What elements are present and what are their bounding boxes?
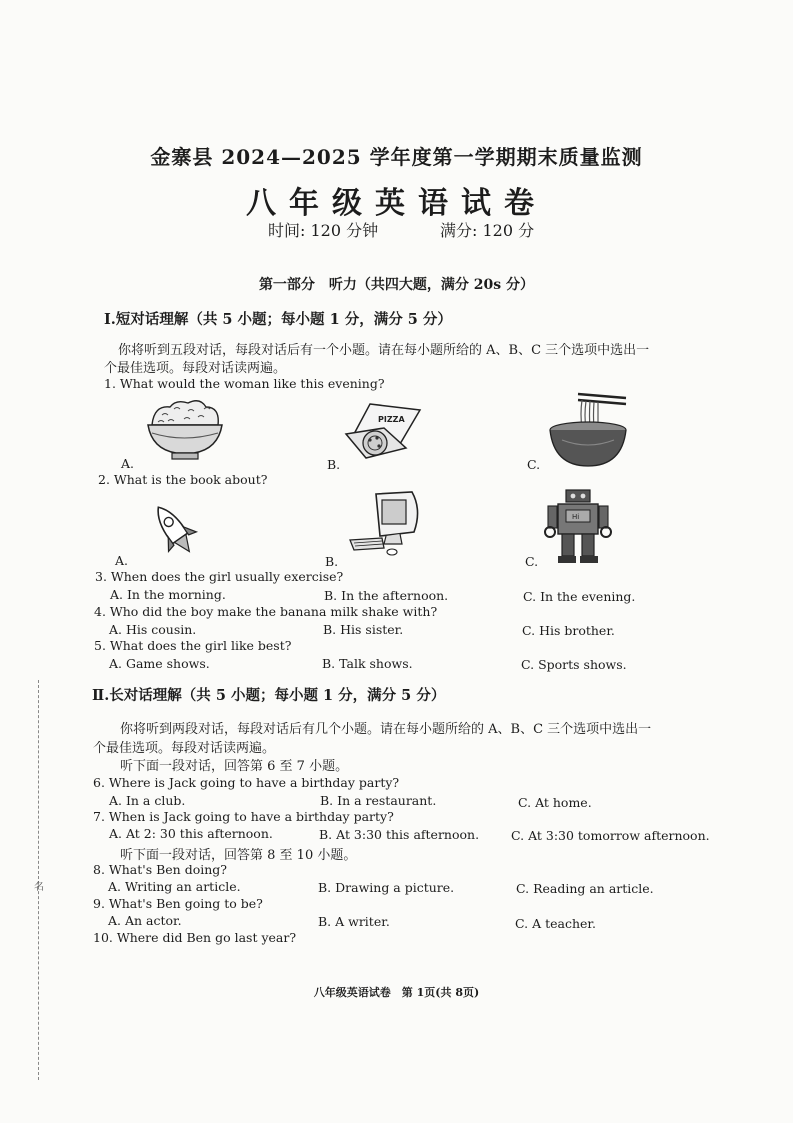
noodles-bowl-picture [548,392,630,468]
section1-instruction-line1: 你将听到五段对话，每段对话后有一个小题。请在每小题所给的 A、B、C 三个选项中选出一 [118,343,650,358]
q1-option-a: A. [121,456,135,471]
question-3: 3. When does the girl usually exercise? [95,569,344,584]
listen-instruction-6-7: 听下面一段对话，回答第 6 至 7 小题。 [120,759,349,774]
q2-option-c: C. [525,554,539,569]
question-2: 2. What is the book about? [98,472,268,487]
exam-title: 金寨县 2024—2025 学年度第一学期期末质量监测 [150,145,643,169]
q6-option-c: C. At home. [518,795,592,810]
exam-subtitle: 八年级英语试卷 [246,186,547,221]
section1-instruction-line2: 个最佳选项。每段对话读两遍。 [104,361,287,376]
q6-option-a: A. In a club. [109,793,186,808]
q5-option-a: A. Game shows. [109,656,210,671]
section2-instruction-line1: 你将听到两段对话，每段对话后有几个小题。请在每小题所给的 A、B、C 三个选项中选出一 [120,722,652,737]
question-5: 5. What does the girl like best? [94,638,292,653]
listen-instruction-8-10: 听下面一段对话，回答第 8 至 10 小题。 [120,848,357,863]
question-1: 1. What would the woman like this evening? [104,376,385,391]
q9-option-a: A. An actor. [108,913,182,928]
q9-option-b: B. A writer. [318,914,390,929]
margin-mark: 名 [34,882,44,893]
computer-picture [346,490,426,558]
robot-picture [540,488,616,566]
q7-option-c: C. At 3:30 tomorrow afternoon. [511,828,710,843]
pizza-box-picture [340,398,424,462]
question-4: 4. Who did the boy make the banana milk shake with? [94,604,438,619]
q1-option-c: C. [527,457,541,472]
q2-option-b: B. [325,554,339,569]
section1-title: Ⅰ.短对话理解（共 5 小题；每小题 1 分，满分 5 分） [104,311,452,328]
q2-option-a: A. [115,553,129,568]
q7-option-b: B. At 3:30 this afternoon. [319,827,480,842]
question-8: 8. What's Ben doing? [93,862,227,877]
q7-option-a: A. At 2: 30 this afternoon. [109,826,273,841]
q3-option-c: C. In the evening. [523,589,636,604]
question-10: 10. Where did Ben go last year? [93,930,297,945]
page-footer: 八年级英语试卷 第 1页(共 8页) [313,986,480,999]
rocket-picture [146,498,204,564]
part1-title: 第一部分 听力（共四大题，满分 20s 分） [258,277,535,293]
question-7: 7. When is Jack going to have a birthday party? [93,809,394,824]
pizza-label: PIZZA [378,415,405,424]
q9-option-c: C. A teacher. [515,916,596,931]
q5-option-b: B. Talk shows. [322,656,413,671]
exam-score: 满分: 120 分 [440,221,535,240]
section2-instruction-line2: 个最佳选项。每段对话读两遍。 [93,741,276,756]
question-9: 9. What's Ben going to be? [93,896,263,911]
q4-option-c: C. His brother. [522,623,615,638]
q6-option-b: B. In a restaurant. [320,793,437,808]
q3-option-a: A. In the morning. [110,587,226,602]
q4-option-b: B. His sister. [323,622,404,637]
q8-option-a: A. Writing an article. [108,879,241,894]
q3-option-b: B. In the afternoon. [324,588,449,603]
q8-option-c: C. Reading an article. [516,881,654,896]
robot-label: Hi [572,513,580,521]
q4-option-a: A. His cousin. [109,622,197,637]
q8-option-b: B. Drawing a picture. [318,880,455,895]
exam-time: 时间: 120 分钟 [268,221,379,240]
q1-option-b: B. [327,457,341,472]
rice-bowl-picture [144,397,226,463]
question-6: 6. Where is Jack going to have a birthday party? [93,775,400,790]
section2-title: Ⅱ.长对话理解（共 5 小题；每小题 1 分，满分 5 分） [92,687,446,704]
q5-option-c: C. Sports shows. [521,657,627,672]
